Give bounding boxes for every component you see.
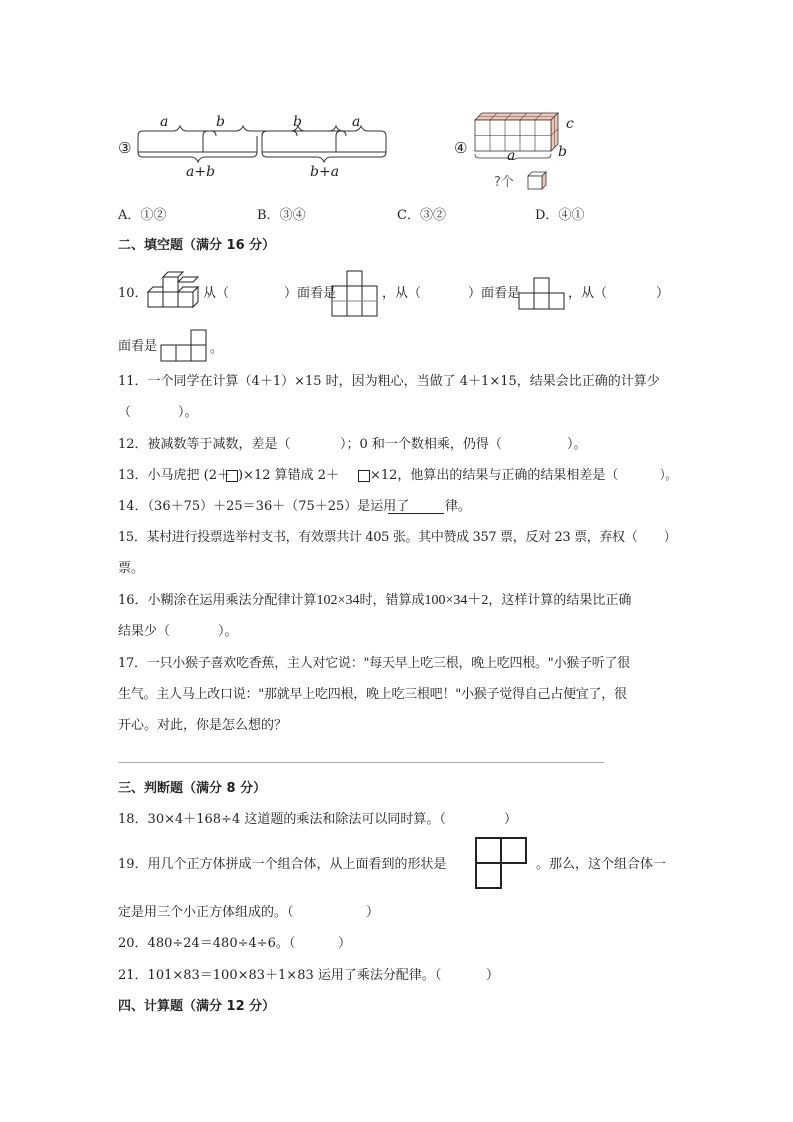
q16-expr-2: 100×34＋2 <box>424 593 489 608</box>
q13-box-2 <box>358 470 370 482</box>
q19-part-2: 。那么，这个组合体一 <box>536 857 667 872</box>
q16-part-2: 时，错算成 <box>359 593 425 608</box>
q10-from-1: 从（ <box>203 286 230 301</box>
option-a-letter: A． <box>118 208 141 223</box>
q18-close-paren: ） <box>504 812 518 827</box>
q21-answer-blank[interactable] <box>440 968 486 984</box>
q10-solid-figure <box>144 270 202 314</box>
option-d-letter: D． <box>535 208 559 223</box>
q16-answer-blank[interactable] <box>172 624 218 640</box>
q11-line-1: 11．一个同学在计算（4＋1）×15 时，因为粗心，当做了 4＋1×15，结果会比正确的计算少 <box>118 374 660 389</box>
q15-answer-blank[interactable] <box>624 530 664 546</box>
answer-area-divider <box>118 762 604 763</box>
q10-from-2: ，从（ <box>382 286 422 301</box>
figure-3-label: ③ <box>118 139 132 157</box>
q16-line-2-b: ）。 <box>218 624 238 639</box>
figure-3-label-b-left: b <box>216 114 225 130</box>
section-4-heading: 四、计算题（满分 12 分） <box>118 999 276 1014</box>
figure-3-label-a-right: a <box>352 114 361 130</box>
cuboid-dim-a: a <box>507 148 516 164</box>
q16-part-1: 16．小糊涂在运用乘法分配律计算 <box>118 593 317 608</box>
q19-part-1: 19．用几个正方体拼成一个组合体，从上面看到的形状是 <box>118 857 447 872</box>
q19-close-paren: ） <box>366 905 380 920</box>
section-2-heading: 二、填空题（满分 16 分） <box>118 238 276 253</box>
q21-text: 21．101×83＝100×83＋1×83 运用了乘法分配律。（ <box>118 968 442 983</box>
q11-answer-blank[interactable] <box>132 405 178 421</box>
q10-view-is-1: ）面看是 <box>284 286 337 301</box>
q19-answer-blank[interactable] <box>316 905 366 921</box>
q16-line-1 <box>118 593 631 609</box>
q10-from-3: ，从（ <box>568 286 608 301</box>
q10-period: 。 <box>210 341 224 356</box>
q10-answer-blank-2[interactable] <box>418 286 468 302</box>
q16-part-3: ，这样计算的结果比正确 <box>488 593 632 608</box>
q13-part-1: 13．小马虎把 (2＋ <box>118 468 231 483</box>
option-b[interactable] <box>257 208 306 224</box>
option-d-value: ④① <box>558 208 585 223</box>
q10-answer-blank-3[interactable] <box>605 286 655 302</box>
q10-answer-blank-1[interactable] <box>226 286 284 302</box>
q17-line-3: 开心。对此，你是怎么想的？ <box>118 718 288 733</box>
section-3-heading: 三、判断题（满分 8 分） <box>118 781 267 796</box>
q10-view-is-3: 面看是 <box>118 339 158 354</box>
cuboid-drawing <box>472 108 562 160</box>
q20-answer-blank[interactable] <box>292 936 338 952</box>
q12-part-1: 12．被减数等于减数，差是（ <box>118 437 291 452</box>
q10-view-shape-3 <box>160 329 210 363</box>
q10-view-shape-2 <box>518 277 568 311</box>
q10-view-shape-1 <box>331 270 381 318</box>
q14-part-1: 14．（36＋75）＋25＝36＋（75＋25）是运用了 <box>118 499 410 514</box>
option-a[interactable] <box>118 208 166 224</box>
option-c-letter: C． <box>397 208 420 223</box>
q14-answer-blank[interactable] <box>388 500 444 514</box>
q19-line-2: 定是用三个小正方体组成的。（ <box>118 905 294 920</box>
q20-text: 20．480÷24＝480÷4÷6。（ <box>118 936 296 951</box>
cuboid-dim-b: b <box>558 144 567 160</box>
q12-part-3: ）。 <box>567 437 587 452</box>
q11-close-paren: ）。 <box>178 405 198 420</box>
q16-line-2-a: 结果少（ <box>118 624 171 639</box>
unit-cube-icon <box>526 170 548 190</box>
q10-number: 10． <box>118 286 148 301</box>
q17-line-1: 17．一只小猴子喜欢吃香蕉，主人对它说："每天早上吃三根，晚上吃四根。"小猴子听了很 <box>118 656 631 671</box>
q13-part-2: )×12 算错成 2＋ <box>238 468 340 483</box>
q14-part-2: 律。 <box>445 499 472 514</box>
q11-open-paren: （ <box>118 405 132 420</box>
figure-3-label-b-plus-a: b+a <box>310 164 340 180</box>
q21-close-paren: ） <box>486 968 500 983</box>
figure-3-brace-diagram <box>118 112 393 182</box>
q18-answer-blank[interactable] <box>458 812 504 828</box>
option-b-letter: B． <box>257 208 280 223</box>
q10-view-is-2: ）面看是 <box>468 286 521 301</box>
q15-part-1: 15．某村进行投票选举村支书，有效票共计 405 张。其中赞成 357 票，反对 23 票，弃权（ <box>118 530 638 545</box>
figure-3-label-a-plus-b: a+b <box>186 164 216 180</box>
q12-answer-blank-2[interactable] <box>522 437 566 453</box>
figure-4-label: ④ <box>454 139 468 157</box>
q15-close-paren: ） <box>664 530 677 545</box>
q16-expr-1: 102×34 <box>316 593 360 608</box>
q18-text: 18．30×4＋168÷4 这道题的乘法和除法可以同时算。（ <box>118 812 446 827</box>
option-c[interactable] <box>397 208 446 224</box>
figure-3-label-a-left: a <box>160 114 169 130</box>
q19-top-view-shape <box>474 836 530 892</box>
option-b-value: ③④ <box>279 208 306 223</box>
q17-line-2: 生气。主人马上改口说："那就早上吃四根，晚上吃三根吧！"小猴子觉得自己占便宜了，很 <box>118 687 627 702</box>
q20-close-paren: ） <box>338 936 352 951</box>
q13-box-1 <box>226 470 238 482</box>
cuboid-dim-c: c <box>566 116 574 132</box>
q13-answer-blank[interactable] <box>610 468 660 484</box>
q13-part-4: ）。 <box>660 468 677 483</box>
q13-part-3: ×12，他算出的结果与正确的结果相差是（ <box>370 468 619 483</box>
option-c-value: ③② <box>419 208 446 223</box>
option-d[interactable] <box>535 208 584 224</box>
q12-part-2: ）；0 和一个数相乘，仍得（ <box>340 437 502 452</box>
figure-4-cuboid-diagram <box>454 108 584 194</box>
option-a-value: ①② <box>140 208 167 223</box>
cuboid-question: ?个 <box>494 175 514 190</box>
figure-3-label-b-right: b <box>293 114 302 130</box>
q15-line-2: 票。 <box>118 561 145 576</box>
q10-close-paren: ） <box>656 286 670 301</box>
